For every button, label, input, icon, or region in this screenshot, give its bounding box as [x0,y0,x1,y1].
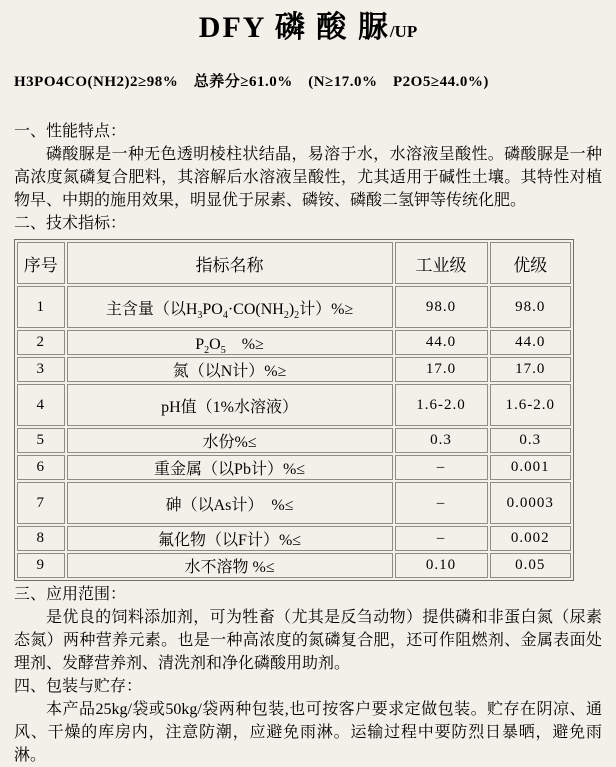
paragraph-features: 磷酸脲是一种无色透明棱柱状结晶，易溶于水，水溶液呈酸性。磷酸脲是一种高浓度氮磷复合肥料，其溶解后水溶液呈酸性，尤其适用于碱性土壤。其特性对植物早、中期的施用效果，明显优于尿素、磷铵、磷酸二氢钾等传统化肥。 [14,146,602,209]
table-header-row [17,242,571,284]
cell-industrial-grade: 98.0 [395,286,488,328]
table-row [17,384,571,426]
paragraph-packaging: 本产品25kg/袋或50kg/袋两种包装,也可按客户要求定做包装。贮存在阴凉、通风、干燥的库房内，注意防潮，应避免雨淋。运输过程中要防烈日暴晒，避免雨淋。 [14,701,602,764]
cell-indicator-name: 水份%≤ [67,428,393,453]
table-row [17,330,571,355]
cell-indicator-name: 水不溶物 %≤ [67,553,393,578]
column-header-premium-grade: 优级 [490,242,571,284]
cell-indicator-name: $P_2O_5$ %≥ [67,330,393,355]
section-heading-packaging: 四、包装与贮存： [14,678,143,695]
spec-table-body [17,286,571,578]
spec-table [14,239,574,581]
column-header-industrial-grade: 工业级 [395,242,488,284]
cell-index: 1 [17,286,65,328]
cell-index: 8 [17,526,65,551]
page-title-suffix: /UP [389,22,418,41]
cell-premium-grade: 98.0 [490,286,571,328]
cell-premium-grade: 0.3 [490,428,571,453]
cell-index: 5 [17,428,65,453]
formula-line: H3PO4CO(NH2)2≥98% 总养分≥61.0% (N≥17.0% P2O5≥44.0%) [14,74,489,90]
cell-indicator-name: pH值（1%水溶液） [67,384,393,426]
cell-indicator-name: 氟化物（以F计）%≤ [67,526,393,551]
table-row [17,357,571,382]
cell-index: 9 [17,553,65,578]
cell-index: 4 [17,384,65,426]
table-row [17,428,571,453]
cell-premium-grade: 1.6-2.0 [490,384,571,426]
cell-industrial-grade: – [395,455,488,480]
cell-premium-grade: 0.0003 [490,482,571,524]
table-row [17,286,571,328]
section-heading-specs: 二、技术指标： [14,215,127,232]
cell-index: 6 [17,455,65,480]
cell-industrial-grade: 1.6-2.0 [395,384,488,426]
cell-premium-grade: 44.0 [490,330,571,355]
table-row [17,482,571,524]
column-header-index: 序号 [17,242,65,284]
column-header-indicator-name: 指标名称 [67,242,393,284]
table-row [17,553,571,578]
cell-premium-grade: 0.002 [490,526,571,551]
cell-indicator-name: 氮（以N计）%≥ [67,357,393,382]
cell-industrial-grade: 17.0 [395,357,488,382]
page-title-main: DFY 磷 酸 脲 [198,11,390,44]
cell-index: 2 [17,330,65,355]
cell-premium-grade: 0.001 [490,455,571,480]
cell-indicator-name: 主含量（以$H_3PO_4\cdot CO(NH_2)_2$计）%≥ [67,286,393,328]
cell-industrial-grade: 0.10 [395,553,488,578]
cell-indicator-name: 重金属（以Pb计）%≤ [67,455,393,480]
cell-industrial-grade: – [395,482,488,524]
section-heading-applications: 三、应用范围： [14,586,127,603]
cell-index: 3 [17,357,65,382]
table-row [17,455,571,480]
table-row [17,526,571,551]
section-heading-features: 一、性能特点： [14,123,127,140]
cell-industrial-grade: 44.0 [395,330,488,355]
cell-premium-grade: 0.05 [490,553,571,578]
page-title [14,6,602,54]
cell-index: 7 [17,482,65,524]
cell-industrial-grade: – [395,526,488,551]
cell-premium-grade: 17.0 [490,357,571,382]
paragraph-applications: 是优良的饲料添加剂，可为牲畜（尤其是反刍动物）提供磷和非蛋白氮（尿素态氮）两种营养元素。也是一种高浓度的氮磷复合肥，还可作阻燃剂、金属表面处理剂、发酵营养剂、清洗剂和净化磷酸用助剂。 [14,609,602,672]
cell-industrial-grade: 0.3 [395,428,488,453]
cell-indicator-name: 砷（以As计） %≤ [67,482,393,524]
